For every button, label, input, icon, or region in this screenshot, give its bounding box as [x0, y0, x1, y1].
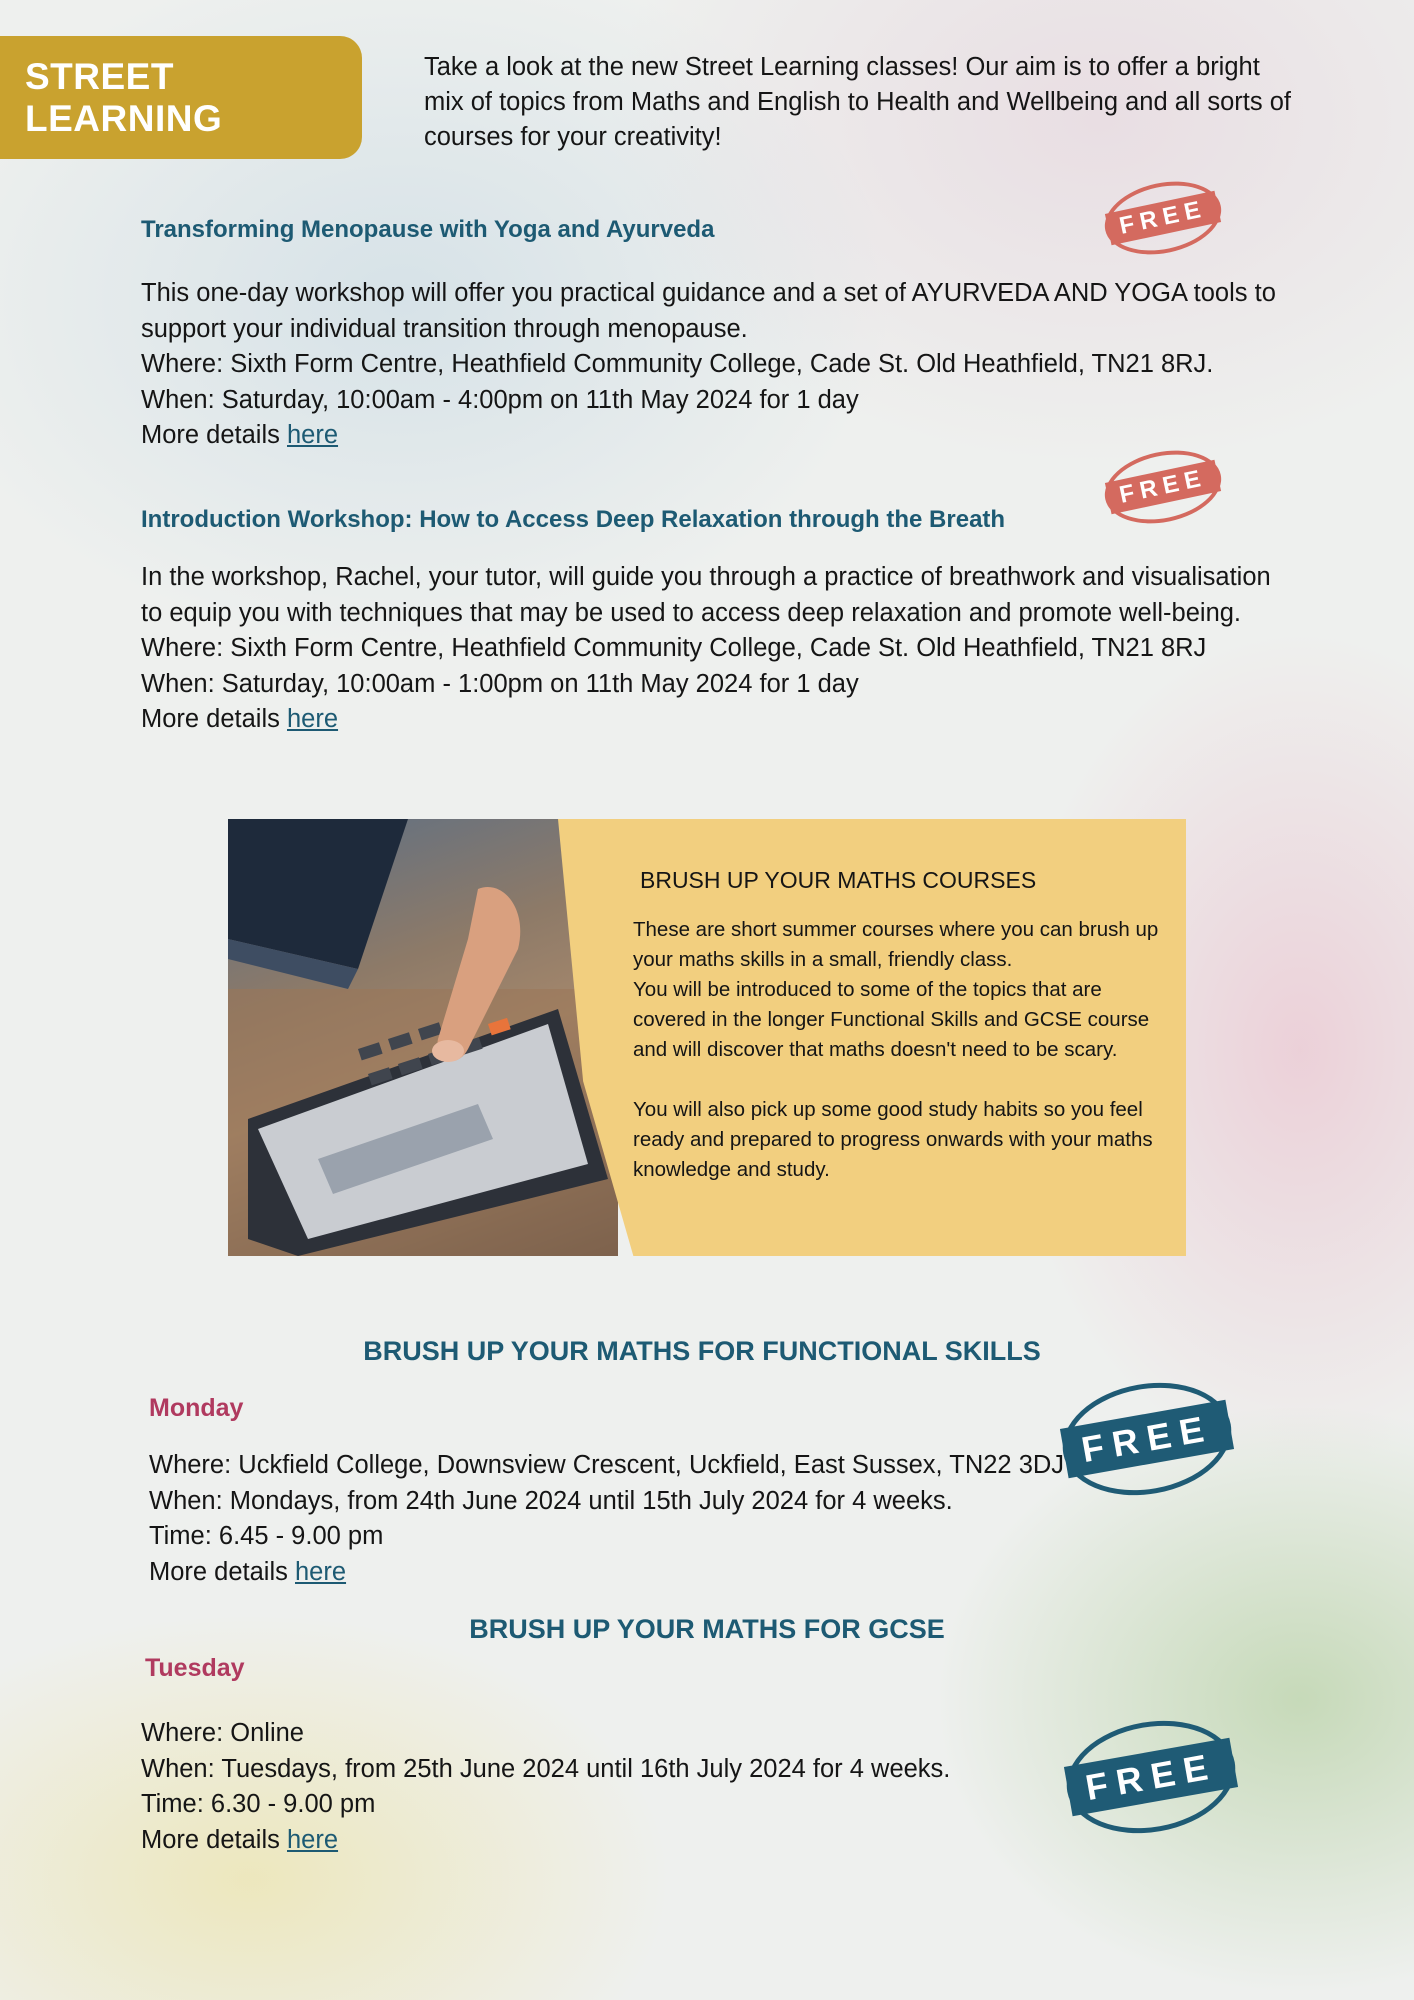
- gcse-when: When: Tuesdays, from 25th June 2024 until 16th July 2024 for 4 weeks.: [141, 1754, 951, 1783]
- functional-when: When: Mondays, from 24th June 2024 until 15th July 2024 for 4 weeks.: [149, 1486, 953, 1515]
- more-details-label: More details: [141, 705, 280, 733]
- gcse-time: Time: 6.30 - 9.00 pm: [141, 1790, 376, 1818]
- course1-details: [141, 276, 1281, 454]
- functional-skills-heading: BRUSH UP YOUR MATHS FOR FUNCTIONAL SKILLS: [363, 1336, 1041, 1366]
- card-paragraph-1: These are short summer courses where you can brush up your maths skills in a small, friendly class.: [633, 918, 1159, 971]
- gcse-more: [141, 1823, 1141, 1859]
- functional-details: [149, 1448, 1149, 1590]
- course1-description: This one-day workshop will offer you practical guidance and a set of AYURVEDA AND YOGA tools to support your individual transition through menopause.: [141, 279, 1276, 343]
- functional-time: Time: 6.45 - 9.00 pm: [149, 1522, 384, 1550]
- course1-where: Where: Sixth Form Centre, Heathfield Community College, Cade St. Old Heathfield, TN21 8RJ.: [141, 350, 1214, 378]
- brand-title: STREET LEARNING: [25, 55, 223, 139]
- course2-details: [141, 560, 1281, 738]
- course2-more-link[interactable]: here: [287, 705, 339, 733]
- card-paragraph-2: You will be introduced to some of the topics that are covered in the longer Functional Skills and GCSE course and will discover that maths doesn't need to be scary.: [633, 978, 1150, 1061]
- gcse-where: Where: Online: [141, 1719, 304, 1747]
- card-title: BRUSH UP YOUR MATHS COURSES: [640, 867, 1037, 893]
- card-body: [633, 915, 1173, 1185]
- course1-title: Transforming Menopause with Yoga and Ayurveda: [141, 216, 715, 243]
- course2-when: When: Saturday, 10:00am - 1:00pm on 11th May 2024 for 1 day: [141, 669, 859, 698]
- free-stamp-label: FREE: [1105, 460, 1221, 515]
- calculator-illustration-icon: [228, 819, 618, 1256]
- functional-more-link[interactable]: here: [295, 1557, 347, 1586]
- free-stamp-label: FREE: [1105, 191, 1221, 246]
- free-stamp-label: FREE: [1060, 1400, 1234, 1478]
- card-paragraph-3: You will also pick up some good study habits so you feel ready and prepared to progress onwards with your maths knowledge and study.: [633, 1098, 1153, 1181]
- course1-more: [141, 418, 1281, 454]
- more-details-label: More details: [149, 1557, 288, 1586]
- free-stamp-label: FREE: [1064, 1738, 1238, 1816]
- course2-title: Introduction Workshop: How to Access Deep Relaxation through the Breath: [141, 506, 1006, 533]
- course1-when: When: Saturday, 10:00am - 4:00pm on 11th May 2024 for 1 day: [141, 385, 859, 414]
- intro-text: Take a look at the new Street Learning classes! Our aim is to offer a bright mix of topics from Maths and English to Health and Wellbeing and all sorts of courses for your creativity!: [424, 53, 1291, 151]
- gcse-heading: BRUSH UP YOUR MATHS FOR GCSE: [469, 1614, 945, 1644]
- course2-more: [141, 702, 1281, 738]
- free-stamp-icon: [1098, 171, 1228, 264]
- free-stamp-icon: [1098, 440, 1228, 533]
- course2-description: In the workshop, Rachel, your tutor, will guide you through a practice of breathwork and visualisation to equip you with techniques that may be used to access deep relaxation and promote well-being.: [141, 563, 1271, 627]
- more-details-label: More details: [141, 1825, 280, 1854]
- functional-where: Where: Uckfield College, Downsview Crescent, Uckfield, East Sussex, TN22 3DJ: [149, 1451, 1065, 1479]
- gcse-details: [141, 1716, 1141, 1858]
- maths-courses-card: [228, 819, 1186, 1256]
- functional-day: Monday: [149, 1394, 244, 1422]
- calculator-photo: [228, 819, 618, 1256]
- functional-more: [149, 1555, 1149, 1591]
- course1-more-link[interactable]: here: [287, 421, 339, 449]
- course2-where: Where: Sixth Form Centre, Heathfield Community College, Cade St. Old Heathfield, TN21 8RJ: [141, 634, 1207, 662]
- brand-banner: [0, 36, 362, 159]
- gcse-day: Tuesday: [145, 1654, 245, 1682]
- more-details-label: More details: [141, 421, 280, 449]
- gcse-more-link[interactable]: here: [287, 1825, 339, 1854]
